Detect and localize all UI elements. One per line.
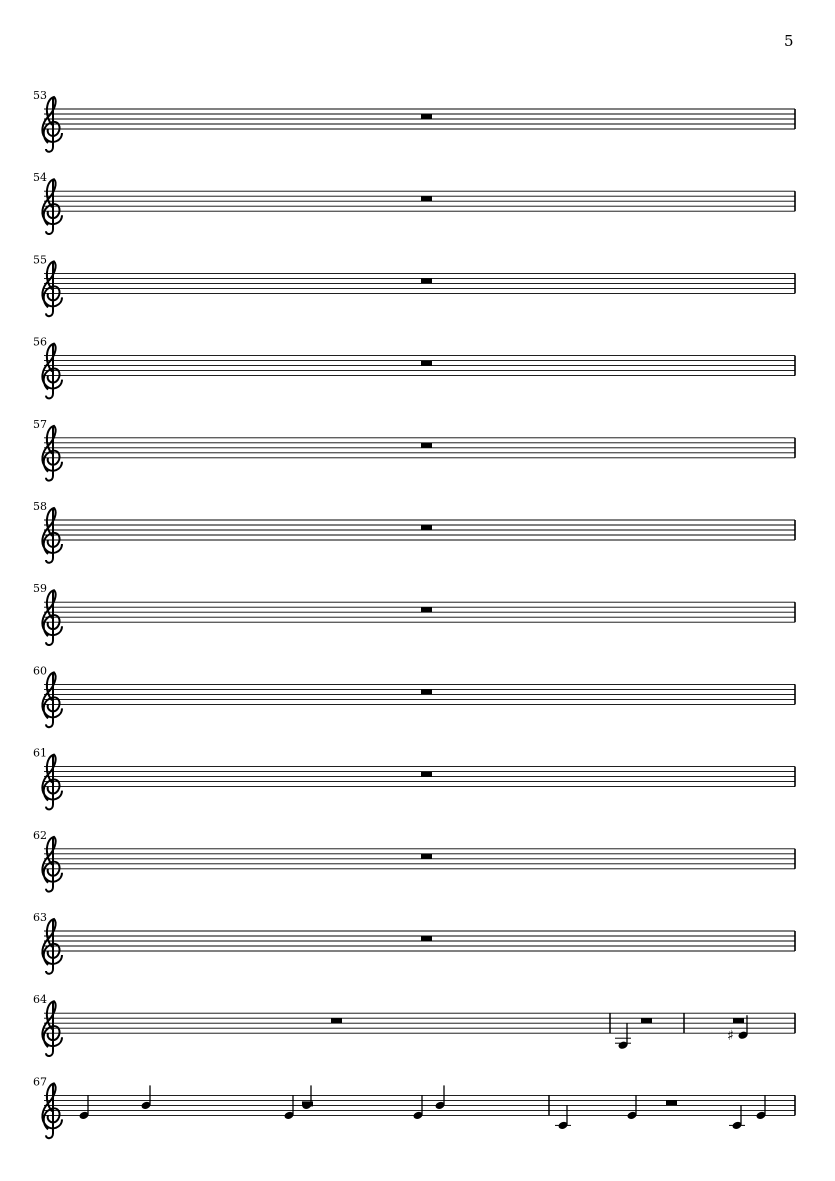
measure-number: 62 (33, 828, 47, 842)
half-rest (302, 1101, 313, 1106)
whole-rest (421, 525, 432, 530)
measure-number: 61 (33, 746, 47, 760)
staff-system (33, 1075, 795, 1138)
staff-system (33, 911, 795, 974)
whole-rest (421, 936, 432, 941)
measure-number: 59 (33, 582, 47, 596)
measure-number: 67 (33, 1075, 47, 1089)
whole-rest (421, 196, 432, 201)
measure-number: 64 (33, 993, 47, 1007)
staff-system (33, 993, 795, 1056)
page-number: 5 (784, 32, 794, 50)
staff-system (33, 171, 795, 234)
measure-number: 55 (33, 253, 47, 267)
whole-rest (421, 278, 432, 283)
staff-system (33, 89, 795, 152)
sharp-icon: ♯ (727, 1028, 734, 1045)
whole-rest (421, 772, 432, 777)
measure-number: 56 (33, 335, 47, 349)
staff-system (33, 253, 795, 316)
staff-system (33, 418, 795, 481)
half-rest (733, 1018, 744, 1023)
measure-number: 63 (33, 911, 47, 924)
whole-rest (421, 689, 432, 694)
measure-number: 53 (33, 89, 47, 102)
staff-system (33, 500, 795, 563)
whole-rest (421, 607, 432, 612)
measure-number: 60 (33, 664, 47, 678)
whole-rest (331, 1018, 342, 1023)
staff-system (33, 582, 795, 645)
staff-system (33, 829, 795, 892)
whole-rest (421, 854, 432, 859)
whole-rest (421, 443, 432, 448)
half-rest (666, 1100, 677, 1105)
measure-number: 54 (33, 171, 47, 185)
whole-rest (421, 361, 432, 366)
whole-rest (421, 114, 432, 119)
staff-system (33, 664, 795, 727)
staff-system (33, 336, 795, 399)
measure-number: 58 (33, 500, 47, 513)
measure-number: 57 (33, 417, 47, 431)
staff-system (33, 747, 795, 810)
half-rest (641, 1018, 652, 1023)
